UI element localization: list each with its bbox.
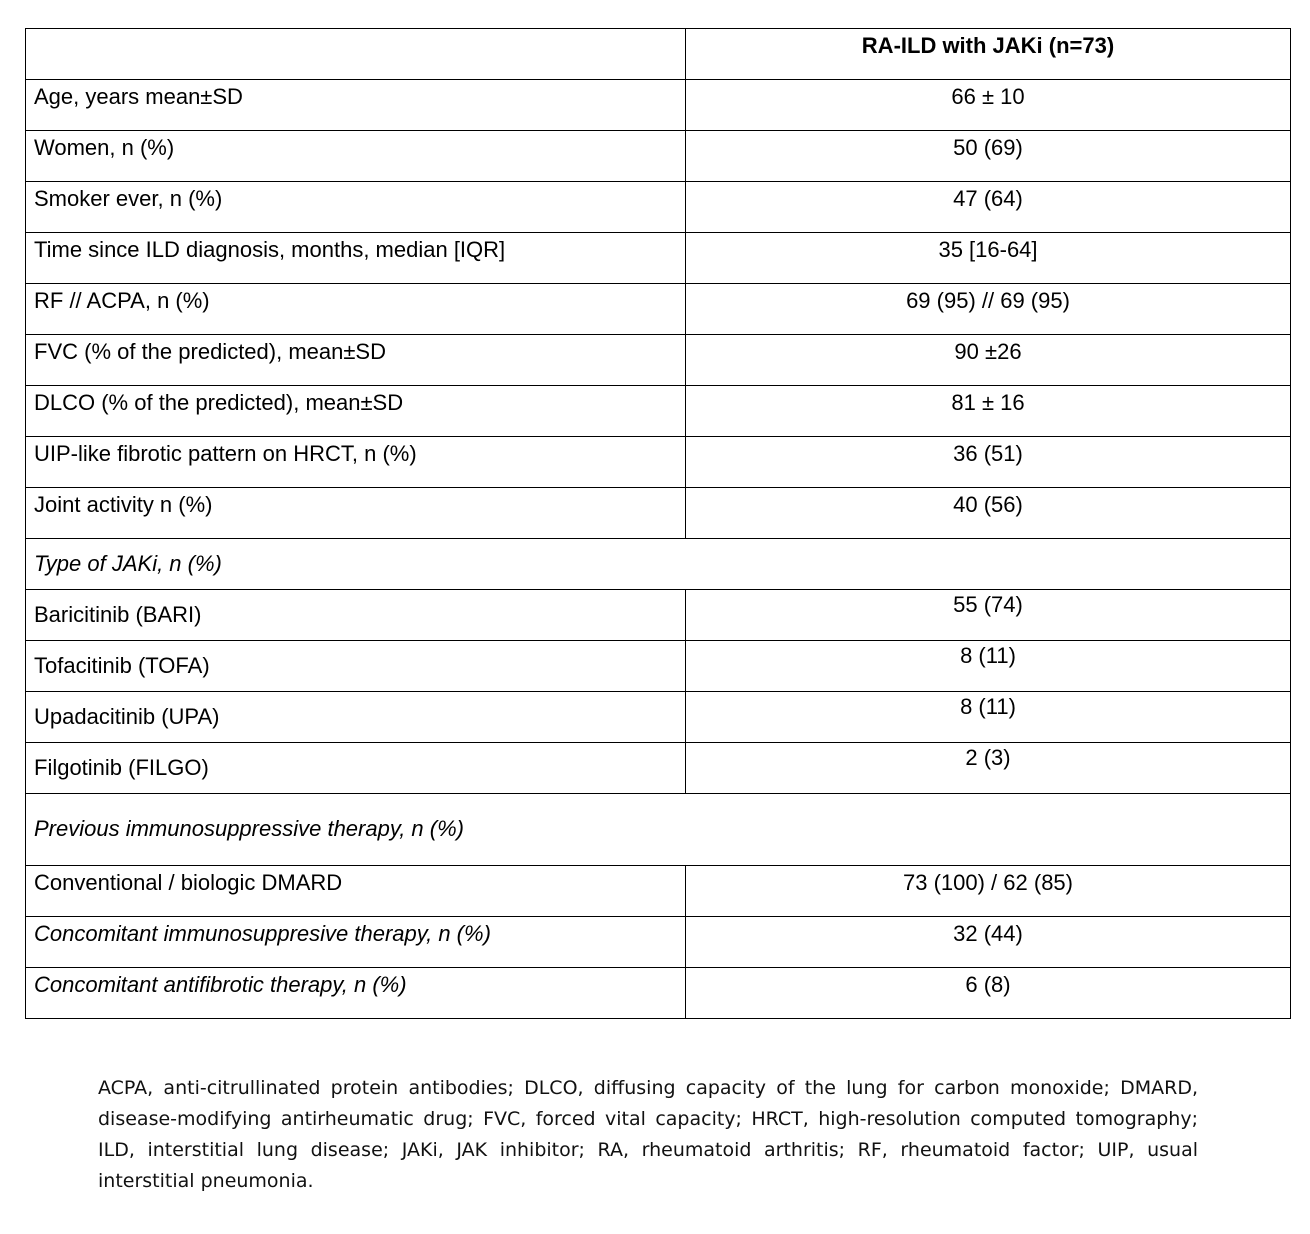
row-label-smoker: Smoker ever, n (%) [26,182,686,233]
section-title-jaki: Type of JAKi, n (%) [26,539,1291,590]
row-label-uip: UIP-like fibrotic pattern on HRCT, n (%) [26,437,686,488]
table-row [26,743,1291,794]
section-title-previous-therapy: Previous immunosuppressive therapy, n (%) [26,794,1291,866]
table-row [26,386,1291,437]
row-value-concomitant-immunosuppressive: 32 (44) [686,917,1291,968]
row-value-joint-activity: 40 (56) [686,488,1291,539]
row-value-rf-acpa: 69 (95) // 69 (95) [686,284,1291,335]
row-label-tofacitinib: Tofacitinib (TOFA) [26,641,686,692]
row-label-women: Women, n (%) [26,131,686,182]
row-value-smoker: 47 (64) [686,182,1291,233]
baseline-characteristics-table [25,28,1291,1019]
row-label-time-since-ild: Time since ILD diagnosis, months, median [IQR] [26,233,686,284]
table-row [26,590,1291,641]
row-value-time-since-ild: 35 [16-64] [686,233,1291,284]
table-row [26,488,1291,539]
row-value-uip: 36 (51) [686,437,1291,488]
row-label-dlco: DLCO (% of the predicted), mean±SD [26,386,686,437]
table-row [26,692,1291,743]
row-value-tofacitinib: 8 (11) [686,641,1291,692]
row-value-dmard: 73 (100) / 62 (85) [686,866,1291,917]
table-header-row [26,29,1291,80]
table-row [26,80,1291,131]
row-value-upadacitinib: 8 (11) [686,692,1291,743]
row-label-fvc: FVC (% of the predicted), mean±SD [26,335,686,386]
header-empty-cell [26,29,686,80]
section-header-row-previous [26,794,1291,866]
table-row [26,284,1291,335]
table-footnote: ACPA, anti-citrullinated protein antibodies; DLCO, diffusing capacity of the lung for carbon monoxide; DMARD, disease-modifying antirheumatic drug; FVC, forced vital capacity; HRCT, high-resolution computed tomography; ILD, interstitial lung disease; JAKi, JAK inhibitor; RA, rheumatoid arthritis; RF, rheumatoid factor; UIP, usual interstitial pneumonia. [98,1077,1198,1192]
table-row [26,866,1291,917]
row-label-rf-acpa: RF // ACPA, n (%) [26,284,686,335]
row-label-concomitant-antifibrotic: Concomitant antifibrotic therapy, n (%) [26,968,686,1019]
table-row [26,131,1291,182]
table-row [26,968,1291,1019]
row-label-joint-activity: Joint activity n (%) [26,488,686,539]
baseline-table-container [25,28,1290,1019]
section-header-row-jaki [26,539,1291,590]
row-label-dmard: Conventional / biologic DMARD [26,866,686,917]
row-label-baricitinib: Baricitinib (BARI) [26,590,686,641]
row-label-age: Age, years mean±SD [26,80,686,131]
row-label-filgotinib: Filgotinib (FILGO) [26,743,686,794]
table-row [26,437,1291,488]
table-row [26,233,1291,284]
table-row [26,335,1291,386]
row-value-women: 50 (69) [686,131,1291,182]
row-value-baricitinib: 55 (74) [686,590,1291,641]
row-label-upadacitinib: Upadacitinib (UPA) [26,692,686,743]
row-value-concomitant-antifibrotic: 6 (8) [686,968,1291,1019]
row-value-age: 66 ± 10 [686,80,1291,131]
table-row [26,917,1291,968]
table-row [26,641,1291,692]
header-cohort-label: RA-ILD with JAKi (n=73) [686,29,1291,80]
table-row [26,182,1291,233]
row-value-filgotinib: 2 (3) [686,743,1291,794]
row-value-dlco: 81 ± 16 [686,386,1291,437]
row-label-concomitant-immunosuppressive: Concomitant immunosuppresive therapy, n (%) [26,917,686,968]
row-value-fvc: 90 ±26 [686,335,1291,386]
